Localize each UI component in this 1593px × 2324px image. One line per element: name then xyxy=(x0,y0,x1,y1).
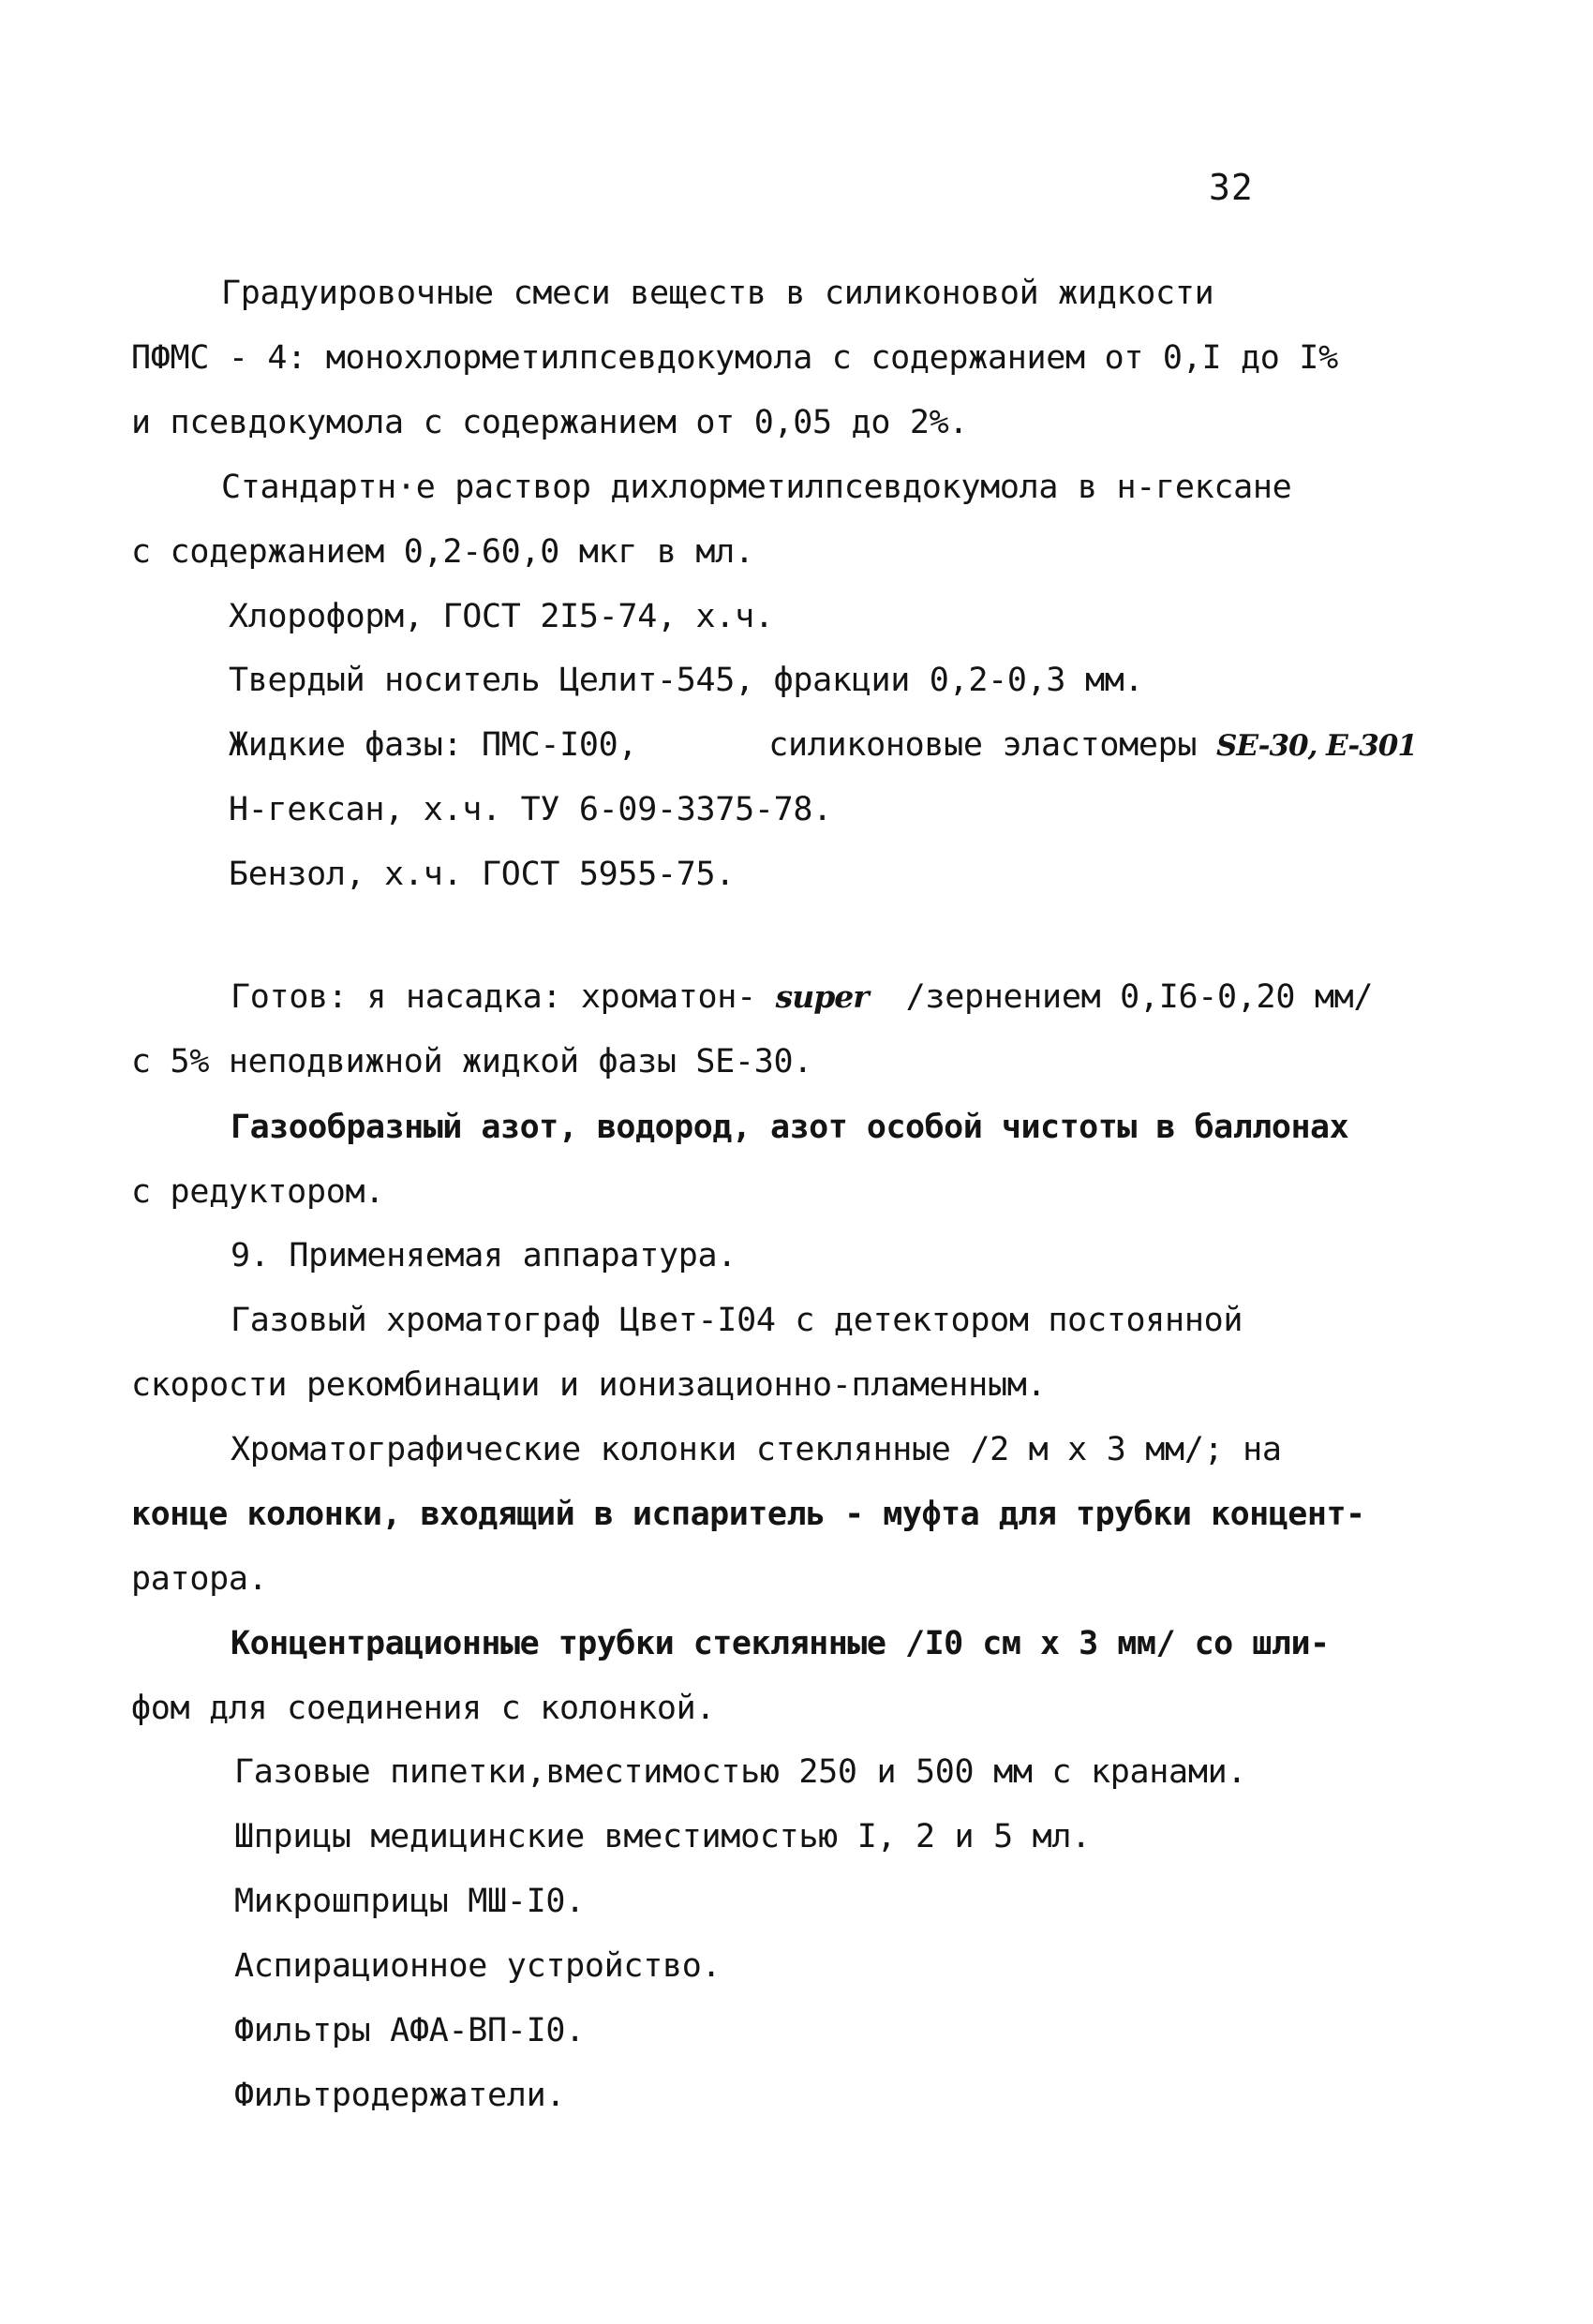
text-line: конце колонки, входящий в испаритель - муфта для трубки концент- xyxy=(131,1496,1365,1533)
text-line: Н-гексан, х.ч. ТУ 6-09-3375-78. xyxy=(229,791,832,828)
text-line: Газообразный азот, водород, азот особой чистоты в баллонах xyxy=(231,1109,1349,1146)
handwritten-annotation: super xyxy=(775,978,869,1015)
text-line: Фильтры АФА-ВП-I0. xyxy=(234,2012,585,2049)
text-line: с 5% неподвижной жидкой фазы SE-30. xyxy=(131,1043,813,1080)
page-number: 32 xyxy=(1209,167,1254,208)
text-line: Газовый хроматограф Цвет-I04 с детектором постоянной xyxy=(231,1302,1243,1339)
text-line xyxy=(231,978,1374,1016)
text-line: Газовые пипетки,вместимостью 250 и 500 мм с кранами. xyxy=(234,1753,1247,1791)
text-line: Микрошприцы МШ-I0. xyxy=(234,1883,585,1920)
text-line: Фильтродержатели. xyxy=(234,2077,566,2114)
handwritten-annotation: SE-30, E-301 xyxy=(1215,729,1417,763)
text-line: с редуктором. xyxy=(131,1173,385,1211)
text-line: Шприцы медицинские вместимостью I, 2 и 5 мл. xyxy=(234,1818,1091,1855)
text-line: ратора. xyxy=(131,1560,268,1598)
text-line: Градуировочные смеси веществ в силиконовой жидкости xyxy=(221,275,1214,312)
section-heading: 9. Применяемая аппаратура. xyxy=(231,1237,737,1274)
text-segment: /зернением 0,I6-0,20 мм/ xyxy=(905,978,1374,1016)
text-line: Хлороформ, ГОСТ 2I5-74, х.ч. xyxy=(229,598,774,635)
text-line: Аспирационное устройство. xyxy=(234,1947,722,1985)
text-segment: силиконовые эластомеры xyxy=(768,726,1198,764)
text-segment: Готов: я насадка: хроматон- xyxy=(231,978,756,1016)
text-line: Концентрационные трубки стеклянные /I0 см х 3 мм/ со шли- xyxy=(231,1625,1330,1662)
text-line: фом для соединения с колонкой. xyxy=(131,1690,716,1727)
text-line: и псевдокумола с содержанием от 0,05 до 2%. xyxy=(131,404,969,441)
text-line: скорости рекомбинации и ионизационно-пламенным. xyxy=(131,1366,1047,1404)
text-line: Хроматографические колонки стеклянные /2 м х 3 мм/; на xyxy=(231,1431,1282,1468)
text-segment: Жидкие фазы: ПМС-I00, xyxy=(229,726,638,764)
text-line xyxy=(229,726,1417,764)
text-line: Бензол, х.ч. ГОСТ 5955-75. xyxy=(229,856,736,893)
text-line: Твердый носитель Целит-545, фракции 0,2-0,3 мм. xyxy=(229,662,1144,699)
text-line: ПФМС - 4: монохлорметилпсевдокумола с содержанием от 0,I до I% xyxy=(131,339,1338,377)
text-line: Стандартн·е раствор дихлорметилпсевдокумола в н-гексане xyxy=(221,469,1292,506)
text-line: с содержанием 0,2-60,0 мкг в мл. xyxy=(131,533,754,571)
